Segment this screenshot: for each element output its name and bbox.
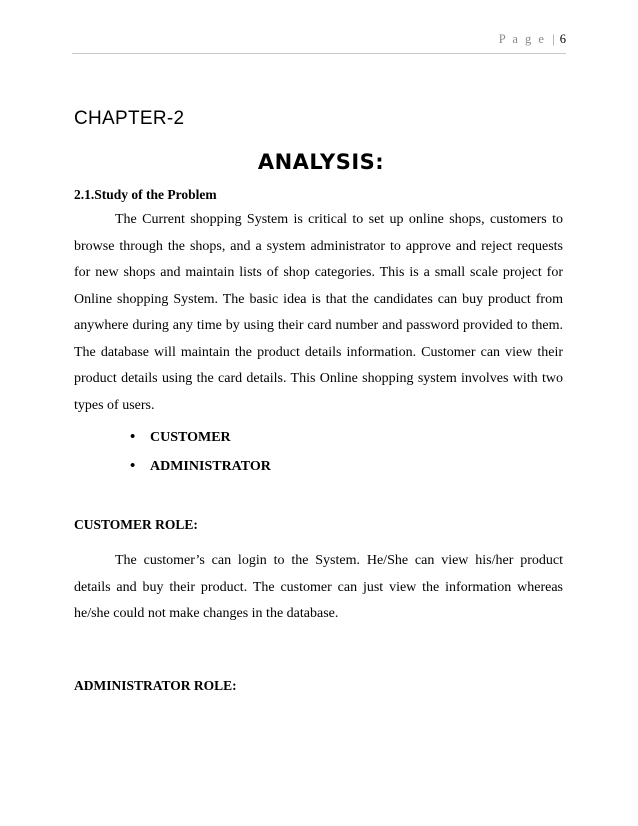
list-item [128,423,271,452]
list-item [128,452,271,481]
customer-role-paragraph-text: The customer’s can login to the System. He/She can view his/her product details and buy their product. The customer can just view the information whereas he/she could not make changes in the database. [74,553,563,621]
customer-role-paragraph [74,548,563,628]
section-title-administrator-role: ADMINISTRATOR ROLE: [74,678,237,693]
section-title-customer-role: CUSTOMER ROLE: [74,517,198,532]
list-item-label: CUSTOMER [150,430,231,445]
page-header [499,32,566,47]
chapter-label: CHAPTER-2 [74,108,185,129]
user-types-list [128,423,271,481]
header-divider [72,53,566,54]
section-title-study: 2.1.Study of the Problem [74,187,217,202]
study-paragraph [74,207,563,419]
chapter-heading: ANALYSIS: [257,150,385,174]
page-separator: | [552,32,555,46]
list-item-label: ADMINISTRATOR [150,459,271,474]
page-label: P a g e [498,32,546,46]
study-paragraph-text: The Current shopping System is critical to set up online shops, customers to browse through the shops, and a system administrator to approve and reject requests for new shops and maintain lists of shop categories. This is a small scale project for Online shopping System. The basic idea is that the candidates can buy product from anywhere during any time by using their card number and password provided to them. The database will maintain the product details information. Customer can view their product details using the card details. This Online shopping system involves with two types of users. [74,212,563,413]
bullet-icon: • [130,429,136,445]
page-number: 6 [559,32,566,46]
bullet-icon: • [130,458,136,474]
